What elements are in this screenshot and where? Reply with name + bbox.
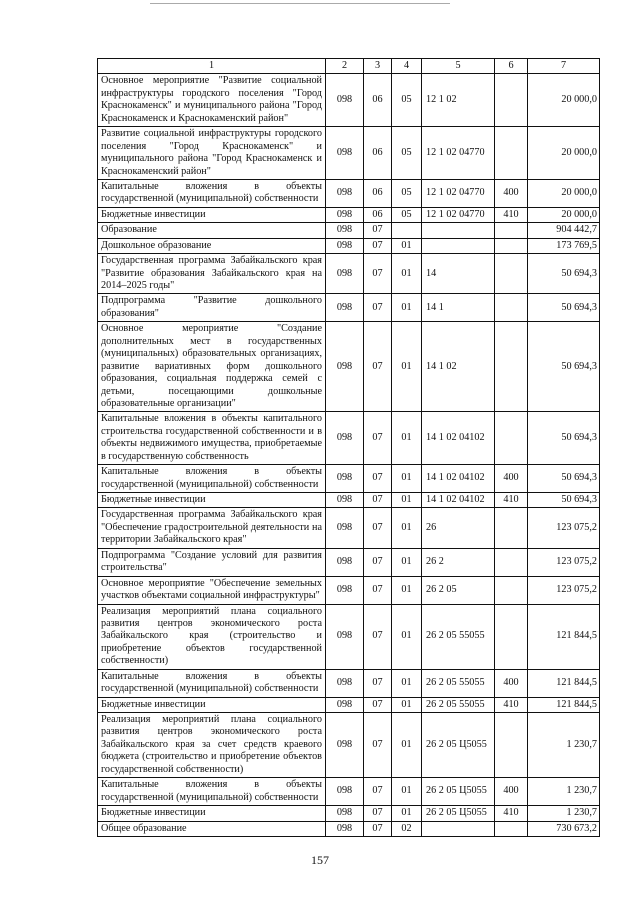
table-row — [98, 508, 600, 548]
row-expense-type-cell — [495, 604, 528, 669]
row-name-cell: Капитальные вложения в объекты государственной (муниципальной) собственности — [98, 465, 326, 493]
row-expense-type-cell: 410 — [495, 207, 528, 222]
row-grbs-cell: 098 — [326, 778, 364, 806]
row-amount-cell: 20 000,0 — [528, 179, 600, 207]
row-section-cell: 07 — [364, 604, 392, 669]
row-name-cell: Бюджетные инвестиции — [98, 493, 326, 508]
header-col-4: 4 — [392, 59, 422, 74]
row-amount-cell: 50 694,3 — [528, 322, 600, 412]
row-section-cell: 07 — [364, 669, 392, 697]
row-name-cell: Образование — [98, 223, 326, 238]
row-grbs-cell: 098 — [326, 179, 364, 207]
row-target-article-cell: 26 2 05 55055 — [422, 697, 495, 712]
table-row — [98, 207, 600, 222]
row-subsection-cell: 01 — [392, 465, 422, 493]
table-row — [98, 294, 600, 322]
budget-table — [97, 58, 600, 837]
row-subsection-cell: 01 — [392, 412, 422, 465]
row-subsection-cell — [392, 223, 422, 238]
header-col-6: 6 — [495, 59, 528, 74]
row-amount-cell: 1 230,7 — [528, 806, 600, 821]
row-name-cell: Реализация мероприятий плана социального развития центров экономического роста Забайкальского края (строительство и приобретение объектов государственной собственности) — [98, 604, 326, 669]
header-col-7: 7 — [528, 59, 600, 74]
row-section-cell: 07 — [364, 465, 392, 493]
row-target-article-cell: 12 1 02 — [422, 74, 495, 127]
row-amount-cell: 50 694,3 — [528, 493, 600, 508]
table-row — [98, 669, 600, 697]
row-section-cell: 07 — [364, 778, 392, 806]
row-expense-type-cell — [495, 576, 528, 604]
row-target-article-cell: 26 2 05 Ц5055 — [422, 713, 495, 778]
row-grbs-cell: 098 — [326, 238, 364, 253]
row-section-cell: 07 — [364, 806, 392, 821]
row-subsection-cell: 01 — [392, 713, 422, 778]
row-amount-cell: 121 844,5 — [528, 697, 600, 712]
row-subsection-cell: 05 — [392, 179, 422, 207]
row-subsection-cell: 02 — [392, 821, 422, 836]
table-row — [98, 322, 600, 412]
row-name-cell: Основное мероприятие "Развитие социальной инфраструктуры городского поселения "Город Краснокаменск" и муниципального района "Город Краснокаменск и Краснокаменский район" — [98, 74, 326, 127]
row-grbs-cell: 098 — [326, 223, 364, 238]
row-amount-cell: 121 844,5 — [528, 669, 600, 697]
row-expense-type-cell — [495, 322, 528, 412]
row-grbs-cell: 098 — [326, 322, 364, 412]
row-expense-type-cell: 400 — [495, 465, 528, 493]
row-grbs-cell: 098 — [326, 576, 364, 604]
row-expense-type-cell: 410 — [495, 806, 528, 821]
row-amount-cell: 50 694,3 — [528, 412, 600, 465]
row-grbs-cell: 098 — [326, 548, 364, 576]
row-subsection-cell: 01 — [392, 697, 422, 712]
row-grbs-cell: 098 — [326, 412, 364, 465]
header-col-3: 3 — [364, 59, 392, 74]
row-grbs-cell: 098 — [326, 74, 364, 127]
row-grbs-cell: 098 — [326, 821, 364, 836]
row-target-article-cell: 14 1 02 04102 — [422, 465, 495, 493]
row-subsection-cell: 01 — [392, 294, 422, 322]
row-subsection-cell: 05 — [392, 207, 422, 222]
table-body — [98, 74, 600, 837]
table-row — [98, 238, 600, 253]
row-expense-type-cell — [495, 412, 528, 465]
row-subsection-cell: 01 — [392, 493, 422, 508]
row-expense-type-cell: 410 — [495, 493, 528, 508]
row-amount-cell: 1 230,7 — [528, 778, 600, 806]
row-amount-cell: 50 694,3 — [528, 465, 600, 493]
table-row — [98, 465, 600, 493]
row-name-cell: Бюджетные инвестиции — [98, 697, 326, 712]
table-row — [98, 778, 600, 806]
row-expense-type-cell — [495, 238, 528, 253]
row-name-cell: Реализация мероприятий плана социального развития центров экономического роста Забайкальского края за счет средств краевого бюджета (строительство и приобретение объектов государственной собственности) — [98, 713, 326, 778]
row-target-article-cell: 26 — [422, 508, 495, 548]
row-target-article-cell: 26 2 05 — [422, 576, 495, 604]
budget-table-container — [97, 58, 600, 837]
row-grbs-cell: 098 — [326, 294, 364, 322]
row-amount-cell: 123 075,2 — [528, 508, 600, 548]
row-subsection-cell: 01 — [392, 322, 422, 412]
row-section-cell: 06 — [364, 179, 392, 207]
header-col-2: 2 — [326, 59, 364, 74]
table-row — [98, 179, 600, 207]
row-expense-type-cell — [495, 548, 528, 576]
row-name-cell: Общее образование — [98, 821, 326, 836]
row-section-cell: 07 — [364, 254, 392, 294]
row-target-article-cell — [422, 223, 495, 238]
row-section-cell: 07 — [364, 322, 392, 412]
table-row — [98, 548, 600, 576]
row-subsection-cell: 05 — [392, 74, 422, 127]
row-target-article-cell: 12 1 02 04770 — [422, 179, 495, 207]
row-expense-type-cell — [495, 254, 528, 294]
row-grbs-cell: 098 — [326, 493, 364, 508]
row-expense-type-cell: 400 — [495, 669, 528, 697]
row-subsection-cell: 01 — [392, 508, 422, 548]
row-expense-type-cell: 400 — [495, 778, 528, 806]
row-amount-cell: 121 844,5 — [528, 604, 600, 669]
row-expense-type-cell — [495, 294, 528, 322]
row-amount-cell: 173 769,5 — [528, 238, 600, 253]
row-section-cell: 07 — [364, 294, 392, 322]
row-target-article-cell: 14 1 02 — [422, 322, 495, 412]
row-grbs-cell: 098 — [326, 669, 364, 697]
row-name-cell: Капитальные вложения в объекты государственной (муниципальной) собственности — [98, 669, 326, 697]
header-col-1: 1 — [98, 59, 326, 74]
row-section-cell: 07 — [364, 576, 392, 604]
row-target-article-cell: 26 2 05 Ц5055 — [422, 778, 495, 806]
row-target-article-cell: 26 2 05 Ц5055 — [422, 806, 495, 821]
row-name-cell: Подпрограмма "Создание условий для развития строительства" — [98, 548, 326, 576]
row-amount-cell: 123 075,2 — [528, 576, 600, 604]
row-amount-cell: 20 000,0 — [528, 74, 600, 127]
row-amount-cell: 20 000,0 — [528, 207, 600, 222]
row-section-cell: 07 — [364, 412, 392, 465]
row-amount-cell: 50 694,3 — [528, 254, 600, 294]
row-subsection-cell: 01 — [392, 238, 422, 253]
row-target-article-cell: 26 2 05 55055 — [422, 604, 495, 669]
row-amount-cell: 730 673,2 — [528, 821, 600, 836]
row-amount-cell: 1 230,7 — [528, 713, 600, 778]
row-name-cell: Подпрограмма "Развитие дошкольного образования" — [98, 294, 326, 322]
row-name-cell: Государственная программа Забайкальского края "Обеспечение градостроительной деятельности на территории Забайкальского края" — [98, 508, 326, 548]
row-grbs-cell: 098 — [326, 806, 364, 821]
row-grbs-cell: 098 — [326, 207, 364, 222]
table-row — [98, 254, 600, 294]
row-target-article-cell: 26 2 05 55055 — [422, 669, 495, 697]
row-section-cell: 06 — [364, 127, 392, 180]
table-row — [98, 412, 600, 465]
table-row — [98, 493, 600, 508]
row-name-cell: Бюджетные инвестиции — [98, 207, 326, 222]
row-section-cell: 07 — [364, 697, 392, 712]
row-expense-type-cell — [495, 127, 528, 180]
row-section-cell: 06 — [364, 207, 392, 222]
row-grbs-cell: 098 — [326, 465, 364, 493]
table-row — [98, 697, 600, 712]
table-row — [98, 806, 600, 821]
row-subsection-cell: 01 — [392, 669, 422, 697]
row-subsection-cell: 01 — [392, 576, 422, 604]
row-target-article-cell: 14 1 02 04102 — [422, 412, 495, 465]
table-row — [98, 223, 600, 238]
table-row — [98, 713, 600, 778]
row-target-article-cell — [422, 821, 495, 836]
page-number: 157 — [311, 853, 329, 867]
row-expense-type-cell — [495, 223, 528, 238]
row-subsection-cell: 01 — [392, 254, 422, 294]
table-row — [98, 74, 600, 127]
row-grbs-cell: 098 — [326, 697, 364, 712]
header-col-5: 5 — [422, 59, 495, 74]
row-expense-type-cell: 410 — [495, 697, 528, 712]
row-subsection-cell: 01 — [392, 548, 422, 576]
row-expense-type-cell — [495, 74, 528, 127]
row-subsection-cell: 01 — [392, 806, 422, 821]
row-grbs-cell: 098 — [326, 604, 364, 669]
row-amount-cell: 20 000,0 — [528, 127, 600, 180]
row-expense-type-cell — [495, 508, 528, 548]
row-expense-type-cell — [495, 713, 528, 778]
row-subsection-cell: 01 — [392, 604, 422, 669]
row-grbs-cell: 098 — [326, 127, 364, 180]
row-amount-cell: 50 694,3 — [528, 294, 600, 322]
row-section-cell: 07 — [364, 548, 392, 576]
row-name-cell: Капитальные вложения в объекты капитального строительства государственной собственности и в объекты недвижимого имущества, приобретаемые в государственную собственность — [98, 412, 326, 465]
row-target-article-cell: 12 1 02 04770 — [422, 207, 495, 222]
row-target-article-cell: 14 1 02 04102 — [422, 493, 495, 508]
row-target-article-cell: 26 2 — [422, 548, 495, 576]
row-name-cell: Дошкольное образование — [98, 238, 326, 253]
row-subsection-cell: 01 — [392, 778, 422, 806]
row-name-cell: Развитие социальной инфраструктуры городского поселения "Город Краснокаменск" и муниципального района "Город Краснокаменск и Краснокаменский район" — [98, 127, 326, 180]
row-subsection-cell: 05 — [392, 127, 422, 180]
table-row — [98, 821, 600, 836]
table-row — [98, 576, 600, 604]
row-section-cell: 07 — [364, 223, 392, 238]
row-section-cell: 06 — [364, 74, 392, 127]
row-expense-type-cell — [495, 821, 528, 836]
table-row — [98, 604, 600, 669]
row-target-article-cell — [422, 238, 495, 253]
row-amount-cell: 123 075,2 — [528, 548, 600, 576]
row-target-article-cell: 14 1 — [422, 294, 495, 322]
row-section-cell: 07 — [364, 508, 392, 548]
row-target-article-cell: 12 1 02 04770 — [422, 127, 495, 180]
row-section-cell: 07 — [364, 713, 392, 778]
row-grbs-cell: 098 — [326, 508, 364, 548]
row-name-cell: Государственная программа Забайкальского края "Развитие образования Забайкальского края на 2014–2025 годы" — [98, 254, 326, 294]
row-grbs-cell: 098 — [326, 713, 364, 778]
row-grbs-cell: 098 — [326, 254, 364, 294]
row-expense-type-cell: 400 — [495, 179, 528, 207]
table-row — [98, 127, 600, 180]
row-name-cell: Бюджетные инвестиции — [98, 806, 326, 821]
row-name-cell: Капитальные вложения в объекты государственной (муниципальной) собственности — [98, 179, 326, 207]
row-section-cell: 07 — [364, 493, 392, 508]
row-name-cell: Капитальные вложения в объекты государственной (муниципальной) собственности — [98, 778, 326, 806]
row-name-cell: Основное мероприятие "Обеспечение земельных участков объектами социальной инфраструктуры" — [98, 576, 326, 604]
top-edge-rule — [150, 3, 450, 4]
row-target-article-cell: 14 — [422, 254, 495, 294]
row-section-cell: 07 — [364, 821, 392, 836]
row-name-cell: Основное мероприятие "Создание дополнительных мест в государственных (муниципальных) образовательных организациях, развитие вариативных форм дошкольного образования, социальная поддержка семей с детьми, посещающими дошкольные образовательные организации" — [98, 322, 326, 412]
row-amount-cell: 904 442,7 — [528, 223, 600, 238]
table-header-row — [98, 59, 600, 74]
row-section-cell: 07 — [364, 238, 392, 253]
